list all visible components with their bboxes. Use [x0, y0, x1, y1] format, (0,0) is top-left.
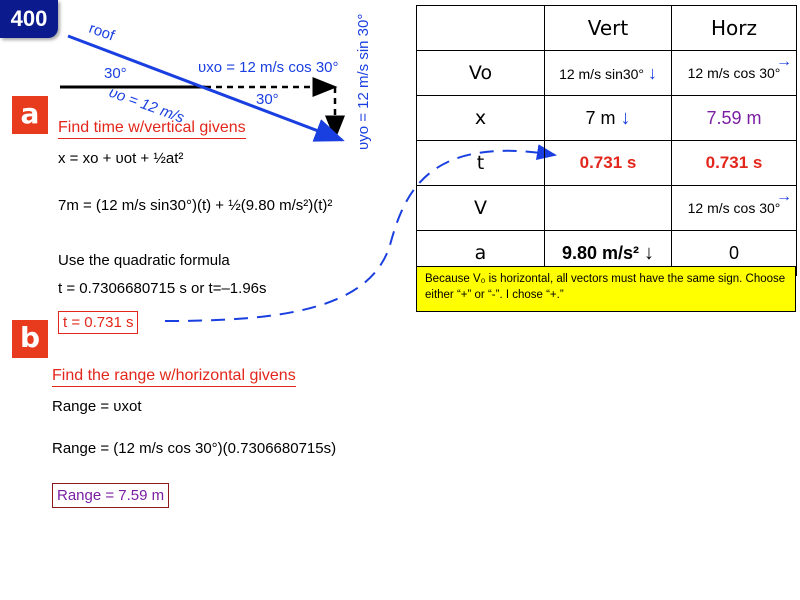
col-header-horz: Horz	[672, 6, 797, 51]
part-a-eq2	[58, 197, 332, 214]
row-label-t: t	[417, 141, 545, 186]
t-horz-value: 0.731 s	[672, 141, 797, 186]
a-horz-value: 0	[672, 231, 797, 276]
v-vert-value	[545, 186, 672, 231]
vo-vert-cell	[545, 51, 672, 96]
vo-vert-value: 12 m/s sin30°	[559, 65, 645, 82]
angle-top: 30°	[104, 65, 127, 82]
part-a-tag: a	[12, 96, 48, 134]
sign-note: Because V₀ is horizontal, all vectors must have the same sign. Choose either “+” or “-”. I chose “+.”	[416, 266, 796, 312]
arrow-right-icon: →	[776, 53, 792, 70]
a-vert-value: 9.80 m/s²	[561, 242, 640, 263]
x-vert-value: 7 m	[585, 107, 616, 128]
arrow-down-icon: ↓	[620, 106, 631, 129]
table-corner	[417, 6, 545, 51]
angle-bottom: 30°	[256, 91, 279, 108]
table-row-v	[417, 186, 797, 231]
eq2-text: 7m = (12 m/s sin30°)(t) + ½(9.80 m/s²)(t)²	[58, 197, 333, 214]
row-label-vo: Vo	[417, 51, 545, 96]
roof-label: roof	[86, 19, 117, 45]
v-horz-value: 12 m/s cos 30°	[687, 200, 781, 216]
quadratic-note: Use the quadratic formula	[58, 252, 230, 269]
eq1-text: x = xo + υot + ½at²	[58, 150, 184, 167]
vo-horz-cell	[672, 51, 797, 96]
table-row-t	[417, 141, 797, 186]
row-label-a: a	[417, 231, 545, 276]
arrow-right-icon: →	[776, 188, 792, 205]
table-row-x	[417, 96, 797, 141]
part-a-answer: t = 0.731 s	[58, 311, 138, 334]
arrow-down-icon: ↓	[647, 62, 657, 83]
givens-table	[416, 5, 797, 276]
arrow-down-icon: ↓	[644, 241, 655, 264]
row-label-x: x	[417, 96, 545, 141]
x-vert-cell	[545, 96, 672, 141]
t-vert-value: 0.731 s	[545, 141, 672, 186]
part-a-eq1	[58, 150, 183, 167]
vo-horz-value: 12 m/s cos 30°	[687, 65, 781, 81]
part-b-answer: Range = 7.59 m	[52, 483, 169, 508]
vyo-label: υyo = 12 m/s sin 30°	[355, 13, 372, 150]
col-header-vert: Vert	[545, 6, 672, 51]
part-a-heading: Find time w/vertical givens	[58, 119, 246, 139]
row-label-v: V	[417, 186, 545, 231]
part-b-tag: b	[12, 320, 48, 358]
table-row-vo	[417, 51, 797, 96]
v-horz-cell	[672, 186, 797, 231]
v0-label: υo = 12 m/s	[106, 83, 187, 127]
vxo-label: υxo = 12 m/s cos 30°	[198, 59, 339, 76]
x-horz-value: 7.59 m	[672, 96, 797, 141]
part-b-heading: Find the range w/horizontal givens	[52, 367, 296, 387]
quadratic-solutions: t = 0.7306680715 s or t=–1.96s	[58, 280, 267, 297]
part-b-eq2: Range = (12 m/s cos 30°)(0.7306680715s)	[52, 440, 337, 457]
part-b-eq1: Range = υxot	[52, 398, 142, 415]
slide-number-badge: 400	[0, 0, 58, 38]
